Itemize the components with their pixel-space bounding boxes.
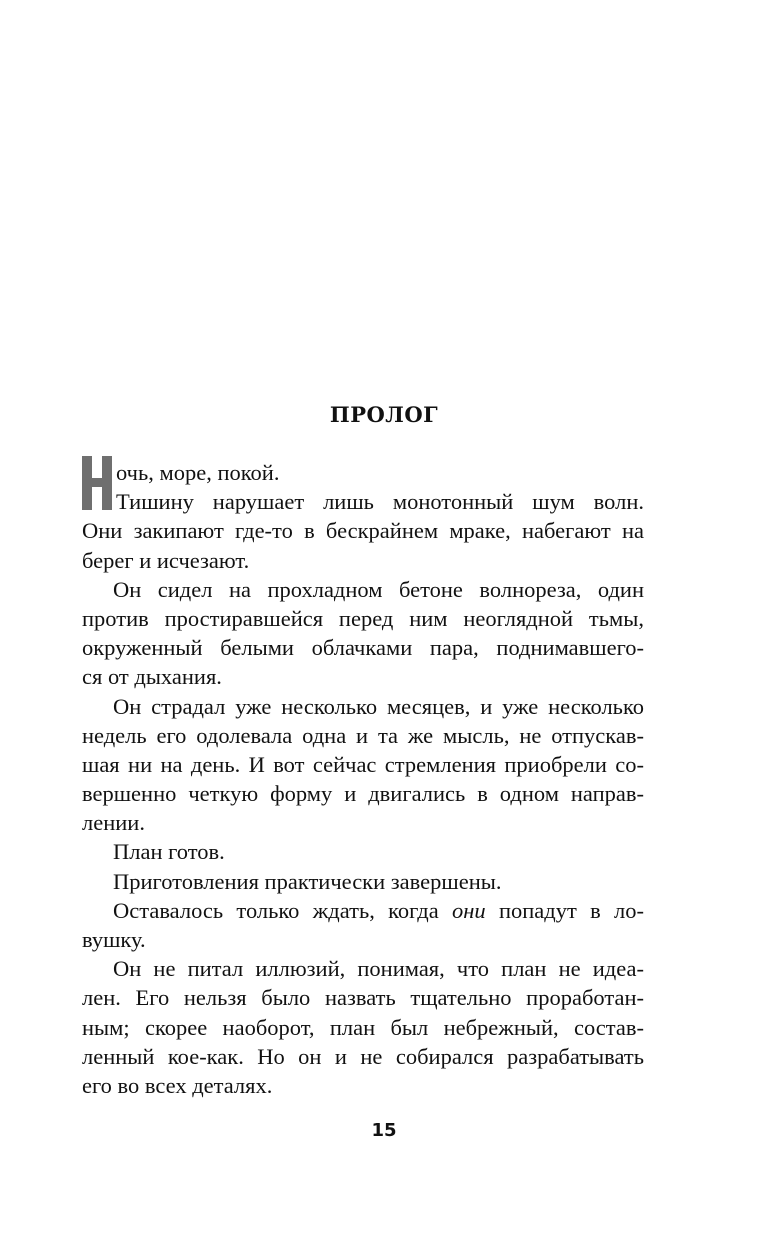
emphasized-word: они [452,897,486,923]
text-line: Приготовления практически завершены. [113,868,502,894]
text-line: берег и исчезают. [82,547,250,573]
text-line: шая ни на день. И вот сейчас стремления приобрели со- [82,751,644,777]
text-line: против простиравшейся перед ним неоглядной тьмы, [82,605,644,631]
text-line: вершенно четкую форму и двигались в одном направ- [82,781,644,807]
text-line: План готов. [113,839,225,865]
text-line: очь, море, покой. [116,460,280,485]
body-text [82,458,644,1100]
text-line: ленный кое-как. Но он и не собирался разрабатывать [82,1043,644,1069]
text-line: Они закипают где-то в бескрайнем мраке, набегают на [82,518,644,544]
text-line: его во всех деталях. [82,1072,273,1098]
text-line: окруженный белыми облачками пара, поднимавшего- [82,635,644,661]
text-segment: попадут в ло- [485,897,645,923]
text-line-emphasis [82,896,644,925]
text-line: ся от дыхания. [82,664,222,690]
text-line: Он сидел на прохладном бетоне волнореза, один [113,576,644,602]
chapter-title: ПРОЛОГ [329,402,439,427]
text-segment: Оставалось только ждать, когда [113,897,453,923]
text-line: лении. [82,810,145,836]
page-number: 15 [371,1120,397,1141]
text-line: ным; скорее наоборот, план был небрежный, состав- [82,1014,644,1040]
text-line: недель его одолевала одна и та же мысль, не отпускав- [82,722,644,748]
text-line: Он не питал иллюзий, понимая, что план не идеа- [113,956,644,982]
text-line: Тишину нарушает лишь монотонный шум волн. [116,489,644,515]
text-line: вушку. [82,927,146,952]
text-line: лен. Его нельзя было назвать тщательно проработан- [82,985,644,1011]
text-line: Он страдал уже несколько месяцев, и уже несколько [113,693,644,719]
